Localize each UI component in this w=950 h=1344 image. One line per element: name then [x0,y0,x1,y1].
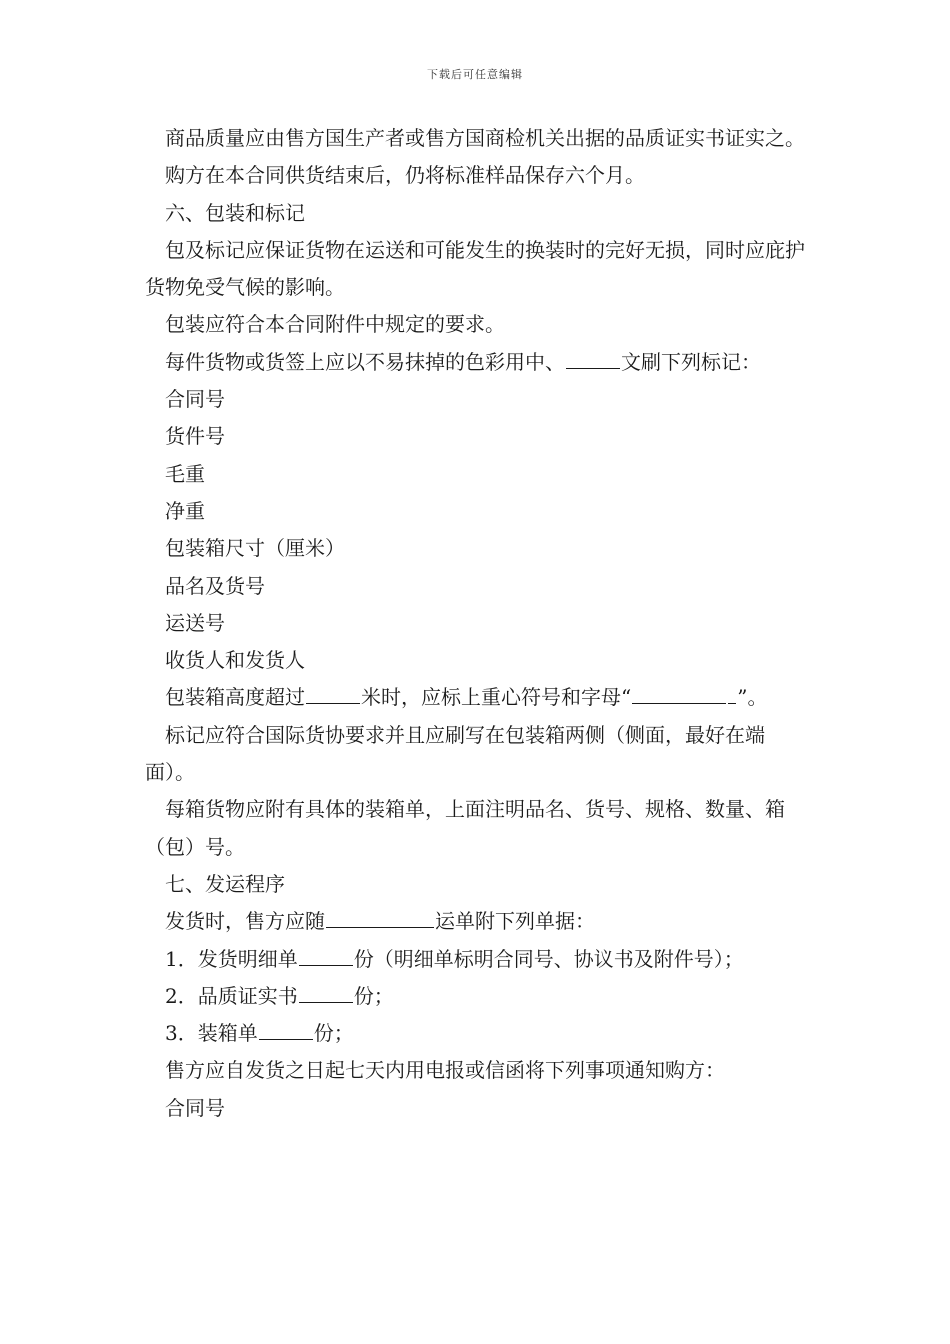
packing-list-text-a: 3．装箱单 [165,1021,258,1046]
list-item-consignee-consignor: 收货人和发货人 [165,648,305,673]
box-height-text-b: 米时，应标上重心符号和字母“ [361,685,632,710]
marking-language-text-a: 每件货物或货签上应以不易抹掉的色彩用中、 [165,349,565,374]
blank-line [299,982,353,1003]
list-item-box-dimensions: 包装箱尺寸（厘米） [165,536,345,561]
shipping-detail-text-a: 1．发货明细单 [165,946,298,971]
list-item-contract-number-2: 合同号 [165,1095,225,1120]
document-body [145,120,810,1127]
shipping-docs-text-a: 发货时，售方应随 [165,909,325,934]
paragraph-marking-language [145,344,810,381]
paragraph-notification: 售方应自发货之日起七天内用电报或信函将下列事项通知购方： [165,1058,725,1083]
list-item-shipping-number: 运送号 [165,610,225,635]
list-item-product-name: 品名及货号 [165,573,265,598]
box-height-text-a: 包装箱高度超过 [165,685,305,710]
paragraph-packing-list: 每箱货物应附有具体的装箱单，上面注明品名、货号、规格、数量、箱（包）号。 [145,797,785,859]
paragraph-quality-certificate: 商品质量应由售方国生产者或售方国商检机关出据的品质证实书证实之。 [165,126,805,150]
paragraph-box-height [145,679,810,716]
list-item-gross-weight: 毛重 [165,461,205,486]
packing-list-text-b: 份； [313,1021,354,1046]
paragraph-marking-rules: 标记应符合国际货协要求并且应刷写在包装箱两侧（侧面，最好在端面）。 [145,722,765,785]
paragraph-sample-storage: 购方在本合同供货结束后，仍将标准样品保存六个月。 [165,163,645,188]
list-item-net-weight: 净重 [165,498,205,523]
quality-cert-text-b: 份； [353,983,394,1008]
page-header: 下载后可任意编辑 [427,68,523,81]
blank-line [259,1019,313,1040]
shipping-docs-text-b: 运单附下列单据： [435,909,595,934]
paragraph-packing-protection: 包及标记应保证货物在运送和可能发生的换装时的完好无损，同时应庇护货物免受气候的影响。 [145,237,805,300]
paragraph-shipping-documents [145,903,810,940]
paragraph-packing-requirements: 包装应符合本合同附件中规定的要求。 [165,312,505,337]
section-heading-shipping: 七、发运程序 [165,871,285,896]
list-item-packing-list [145,1015,810,1052]
list-item-shipping-detail [145,941,810,978]
blank-line [728,683,736,704]
blank-line [326,907,434,928]
list-item-contract-number: 合同号 [165,387,225,412]
quality-cert-text-a: 2．品质证实书 [165,983,298,1008]
blank-line [566,348,620,369]
box-height-text-c: ”。 [737,685,768,710]
section-heading-packing: 六、包装和标记 [165,200,305,225]
blank-line [299,945,353,966]
list-item-package-number: 货件号 [165,424,225,449]
marking-language-text-b: 文刷下列标记： [621,349,761,374]
list-item-quality-certificate [145,978,810,1015]
blank-line [632,683,726,704]
blank-line [306,683,360,704]
shipping-detail-text-b: 份（明细单标明合同号、协议书及附件号）； [353,946,744,971]
